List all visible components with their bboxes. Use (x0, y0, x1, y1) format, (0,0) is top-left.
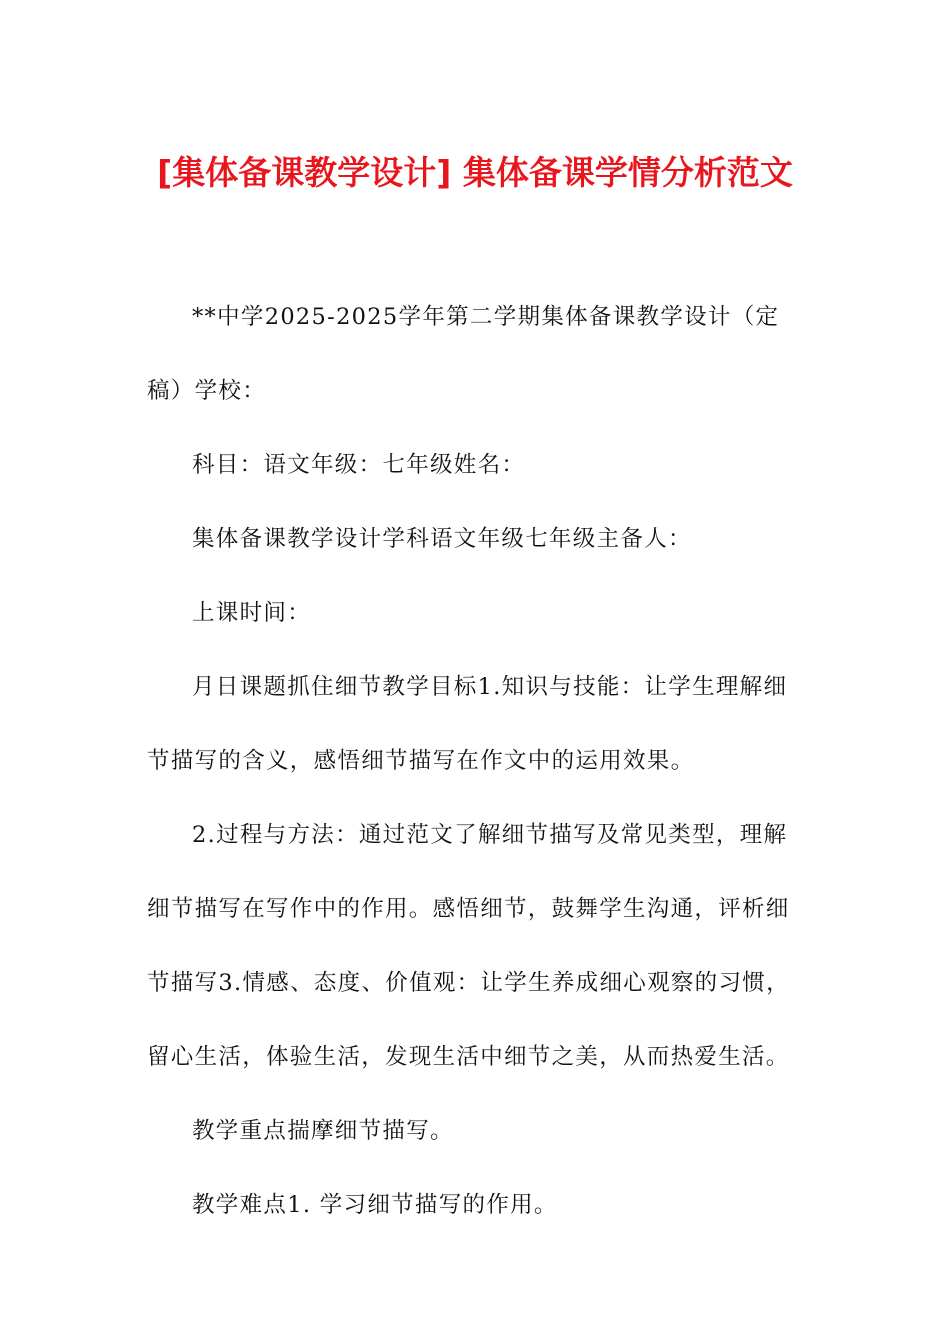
paragraph-line: 上课时间： (192, 600, 312, 626)
paragraph-line: 节描写的含义，感悟细节描写在作文中的运用效果。 (147, 748, 695, 774)
document-title: [集体备课教学设计] 集体备课学情分析范文 (157, 153, 793, 192)
paragraph-line: 集体备课教学设计学科语文年级七年级主备人： (192, 526, 692, 552)
paragraph-key-point (147, 1094, 803, 1168)
paragraph-line: 月日课题抓住细节教学目标1.知识与技能：让学生理解细 (192, 674, 788, 700)
paragraph-class-time (147, 576, 803, 650)
paragraph-line: 科目：语文年级：七年级姓名： (192, 452, 526, 478)
paragraph-line: 稿）学校： (147, 378, 267, 404)
paragraph-design-info (147, 502, 803, 576)
paragraph-subject (147, 428, 803, 502)
paragraph-line: 2.过程与方法：通过范文了解细节描写及常见类型，理解 (192, 822, 788, 848)
paragraph-line: 留心生活，体验生活，发现生活中细节之美，从而热爱生活。 (147, 1044, 790, 1070)
paragraph-line: 教学重点揣摩细节描写。 (192, 1118, 454, 1144)
paragraph-objective-1 (147, 650, 803, 798)
paragraph-school-header (147, 280, 803, 428)
paragraph-line: 细节描写在写作中的作用。感悟细节，鼓舞学生沟通，评析细 (147, 896, 790, 922)
paragraph-line: **中学2025-2025学年第二学期集体备课教学设计（定 (192, 304, 780, 330)
document-body (147, 280, 803, 1242)
paragraph-line: 节描写3.情感、态度、价值观：让学生养成细心观察的习惯， (147, 970, 790, 996)
paragraph-difficulty (147, 1168, 803, 1242)
paragraph-objective-2-3 (147, 798, 803, 1094)
paragraph-line: 教学难点1. 学习细节描写的作用。 (192, 1192, 558, 1218)
